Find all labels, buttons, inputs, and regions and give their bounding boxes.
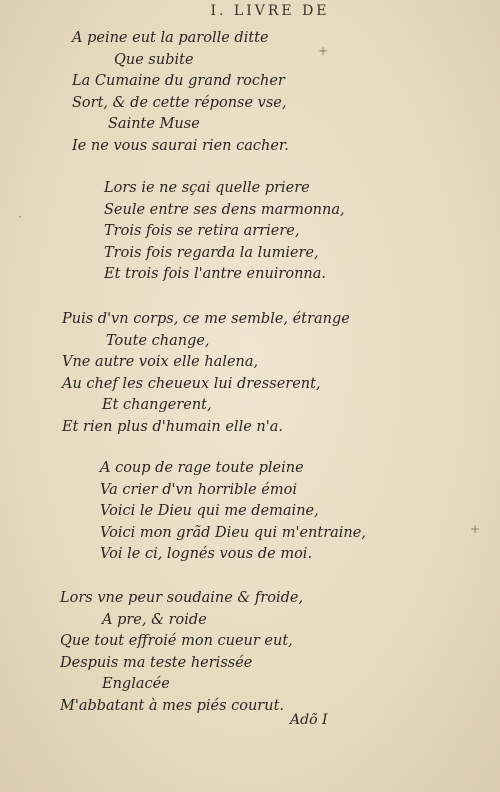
verse-line: Que tout effroié mon cueur eut, [60,633,293,650]
bleed-through-mark: + [470,522,481,536]
verse-line: Vne autre voix elle halena, [62,354,259,371]
running-header [0,3,500,19]
stanza-4 [100,458,366,566]
verse-line: Sort, & de cette réponse vse, [72,94,287,111]
verse-line: Sainte Muse [108,116,200,133]
verse-line: Va crier d'vn horrible émoi [100,481,297,498]
stanza-2 [104,178,345,286]
verse-line: Ie ne vous saurai rien cacher. [72,137,289,154]
verse-line: Voici le Dieu qui me demaine, [100,503,319,520]
verse-line: A peine eut la parolle ditte [72,30,269,46]
verse-line: Au chef les cheueux lui dresserent, [62,375,321,392]
running-title: I. LIVRE DE [210,3,330,19]
verse-line: A pre, & roide [102,611,207,628]
verse-line: La Cumaine du grand rocher [72,73,285,90]
stanza-1 [72,28,289,158]
stanza-3 [62,309,350,439]
verse-line: Et rien plus d'humain elle n'a. [62,418,283,435]
verse-line: Puis d'vn corps, ce me semble, étrange [62,311,350,327]
verse-line: Trois fois regarda la lumiere, [104,244,319,261]
verse-line: Seule entre ses dens marmonna, [104,201,345,218]
verse-line: Lors ie ne sçai quelle priere [104,180,310,196]
verse-line: Lors vne peur soudaine & froide, [60,590,304,606]
verse-line: Englacée [102,676,170,693]
verse-line: Toute change, [106,332,210,349]
verse-line: Voici mon grãd Dieu qui m'entraine, [100,524,366,541]
verse-line: Trois fois se retira arriere, [104,223,300,240]
verse-line: Voi le ci, lognés vous de moi. [100,546,313,563]
verse-line: Et trois fois l'antre enuironna. [104,266,327,283]
bleed-through-mark: + [318,44,329,58]
verse-line: M'abbatant à mes piés courut. [60,697,285,714]
catchword: Adõ I [290,712,328,728]
bleed-through-mark: · [18,210,22,224]
verse-line: Que subite [114,51,194,68]
verse-line: Despuis ma teste herissée [60,654,253,671]
verse-line: Et changerent, [102,397,212,414]
verse-line: A coup de rage toute pleine [100,460,304,476]
stanza-5 [60,588,303,718]
